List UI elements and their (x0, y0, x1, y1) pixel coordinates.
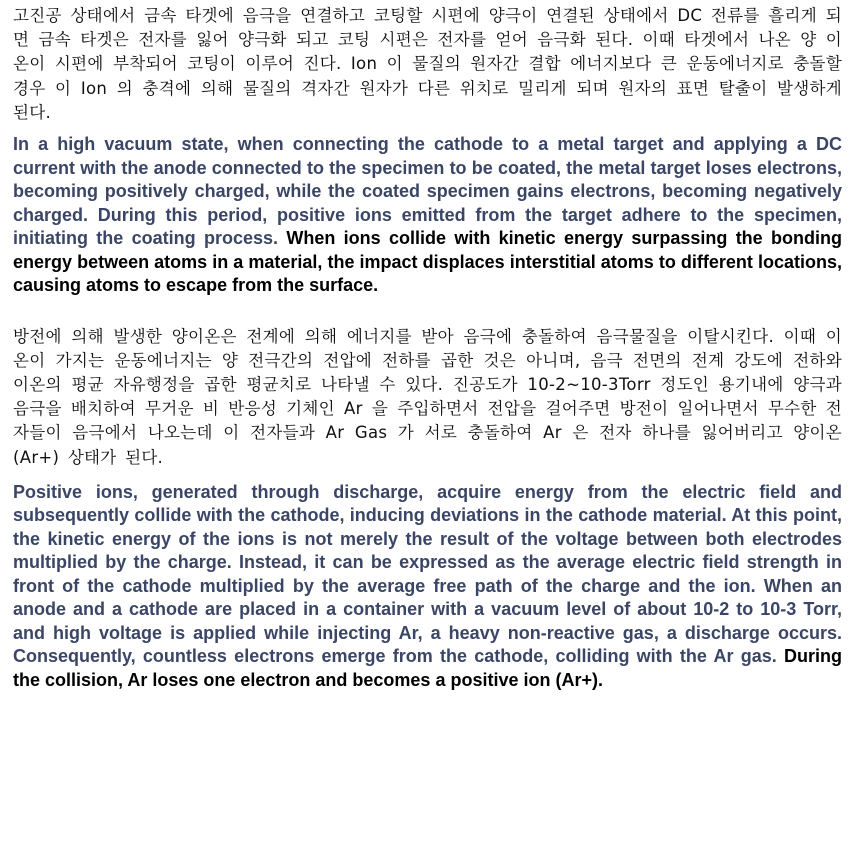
english-paragraph-2-blue-text: Positive ions, generated through discharge, acquire energy from the electric field and subsequently collide with the cathode, inducing deviations in the cathode material. At this point, the kinetic energy of the ions is not merely the result of the voltage between both electrodes multiplied by the charge. Instead, it can be expressed as the average electric field strength in front of the cathode multiplied by the average free path of the charge and the ion. When an anode and a cathode are placed in a container with a vacuum level of about 10-2 to 10-3 Torr, and high voltage is applied while injecting Ar, a heavy non-reactive gas, a discharge occurs. Consequently, countless electrons emerge from the cathode, colliding with the Ar gas. (13, 481, 842, 667)
english-paragraph-2 (13, 481, 842, 693)
english-paragraph-1 (13, 133, 842, 298)
english-paragraph-2-black-text: During the collision, Ar loses one electron and becomes a positive ion (Ar+). (13, 646, 842, 690)
korean-paragraph-1: 고진공 상태에서 금속 타겟에 음극을 연결하고 코팅할 시편에 양극이 연결된 상태에서 DC 전류를 흘리게 되면 금속 타겟은 전자를 잃어 양극화 되고 코팅 시편은 전자를 얻어 음극화 된다. 이때 타겟에서 나온 양 이온이 시편에 부착되어 코팅이 이루어 진다. Ion 이 물질의 원자간 결합 에너지보다 큰 운동에너지로 충돌할 경우 이 Ion 의 충격에 의해 물질의 격자간 원자가 다른 위치로 밀리게 되며 원자의 표면 탈출이 발생하게 된다. (13, 6, 842, 122)
english-paragraph-1-blue-text: In a high vacuum state, when connecting the cathode to a metal target and applying a DC current with the anode connected to the specimen to be coated, the metal target loses electrons, becoming positively charged, while the coated specimen gains electrons, becoming negatively charged. During this period, positive ions emitted from the target adhere to the specimen, initiating the coating process. (13, 134, 842, 249)
english-paragraph-1-black-text: When ions collide with kinetic energy surpassing the bonding energy between atoms in a material, the impact displaces interstitial atoms to different locations, causing atoms to escape from the surface. (13, 228, 842, 296)
korean-paragraph-2: 방전에 의해 발생한 양이온은 전계에 의해 에너지를 받아 음극에 충돌하여 음극물질을 이탈시킨다. 이때 이온이 가지는 운동에너지는 양 전극간의 전압에 전하를 곱한 것은 아니며, 음극 전면의 전계 강도에 전하와 이온의 평균 자유행정을 곱한 평균치로 나타낼 수 있다. 진공도가 10-2~10-3Torr 정도인 용기내에 양극과 음극을 배치하여 무거운 비 반응성 기체인 Ar 을 주입하면서 전압을 걸어주면 방전이 일어나면서 무수한 전자들이 음극에서 나오는데 이 전자들과 Ar Gas 가 서로 충돌하여 Ar 은 전자 하나를 잃어버리고 양이온(Ar+) 상태가 된다. (13, 326, 842, 467)
